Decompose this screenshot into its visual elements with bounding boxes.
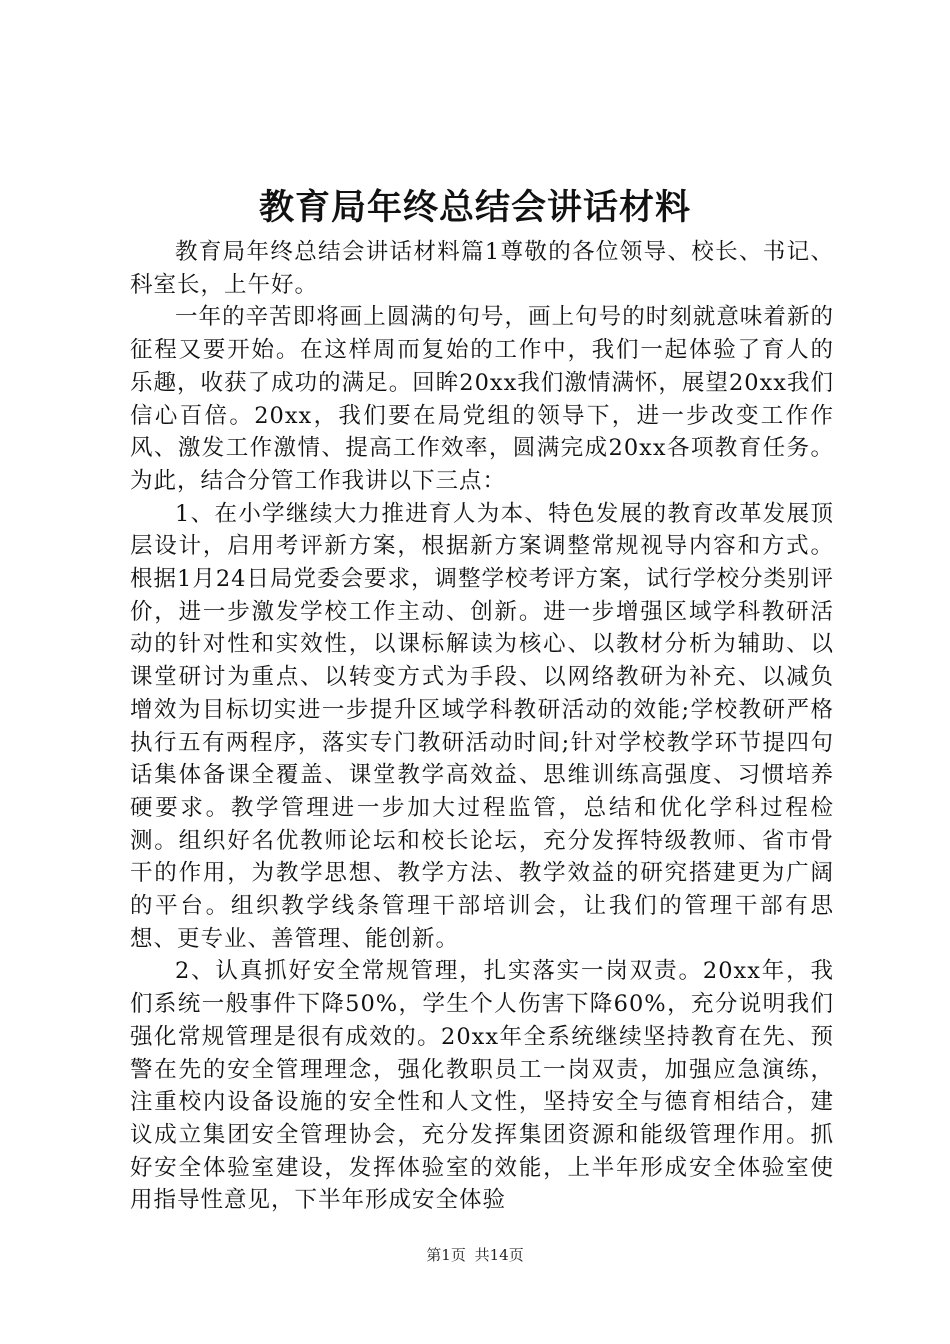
paragraph-greeting: 教育局年终总结会讲话材料篇1尊敬的各位领导、校长、书记、科室长，上午好。 bbox=[130, 239, 834, 298]
page-footer bbox=[0, 1245, 950, 1265]
paragraph-point-1: 1、在小学继续大力推进育人为本、特色发展的教育改革发展顶层设计，启用考评新方案，根据新方案调整常规视导内容和方式。根据1月24日局党委会要求，调整学校考评方案，试行学校分类别评价，进一步激发学校工作主动、创新。进一步增强区域学科教研活动的针对性和实效性，以课标解读为核心、以教材分析为辅助、以课堂研讨为重点、以转变方式为手段、以网络教研为补充、以减负增效为目标切实进一步提升区域学科教研活动的效能;学校教研严格执行五有两程序，落实专门教研活动时间;针对学校教学环节提四句话集体备课全覆盖、课堂教学高效益、思维训练高强度、习惯培养硬要求。教学管理进一步加大过程监管，总结和优化学科过程检测。组织好名优教师论坛和校长论坛，充分发挥特级教师、省市骨干的作用，为教学思想、教学方法、教学效益的研究搭建更为广阔的平台。组织教学线条管理干部培训会，让我们的管理干部有思想、更专业、善管理、能创新。 bbox=[130, 500, 834, 952]
paragraph-point-2: 2、认真抓好安全常规管理，扎实落实一岗双责。20xx年，我们系统一般事件下降50%，学生个人伤害下降60%，充分说明我们强化常规管理是很有成效的。20xx年全系统继续坚持教育在先、预警在先的安全管理理念，强化教职员工一岗双责，加强应急演练，注重校内设备设施的安全性和人文性，坚持安全与德育相结合，建议成立集团安全管理协会，充分发挥集团资源和能级管理作用。抓好安全体验室建设，发挥体验室的效能，上半年形成安全体验室使用指导性意见，下半年形成安全体验 bbox=[130, 958, 834, 1214]
document-title: 教育局年终总结会讲话材料 bbox=[258, 187, 691, 228]
paragraph-intro: 一年的辛苦即将画上圆满的句号，画上句号的时刻就意味着新的征程又要开始。在这样周而复始的工作中，我们一起体验了育人的乐趣，收获了成功的满足。回眸20xx我们激情满怀，展望20xx我们信心百倍。20xx，我们要在局党组的领导下，进一步改变工作作风、激发工作激情、提高工作效率，圆满完成20xx各项教育任务。为此，结合分管工作我讲以下三点： bbox=[130, 304, 834, 494]
document-body bbox=[130, 236, 834, 1217]
page-number-total: 共14页 bbox=[474, 1246, 524, 1264]
page-number-current: 第1页 bbox=[426, 1246, 466, 1264]
